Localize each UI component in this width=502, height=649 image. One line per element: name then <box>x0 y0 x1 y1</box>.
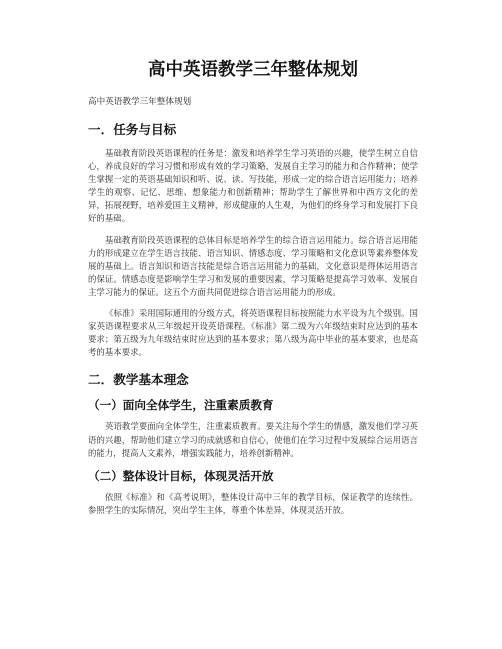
paragraph-overall-goal: 基础教育阶段英语课程的总体目标是培养学生的综合语言运用能力。综合语言运用能力的形成建立在学生语言技能、语言知识、情感态度、学习策略和文化意识等素养整体发展的基础上。语言知识和语言技能是综合语言运用能力的基础，文化意识是得体运用语言的保证。情感态度是影响学生学习和发展的重要因素，学习策略是提高学习效率、发展自主学习能力的保证。这五个方面共同促进综合语言运用能力的形成。 <box>88 234 418 297</box>
section-heading-tasks-goals: 一．任务与目标 <box>88 122 177 137</box>
subsection-heading-overall-design: （二）整体设计目标，体现灵活开放 <box>88 468 274 483</box>
paragraph-all-students: 英语教学要面向全体学生，注重素质教育。要关注每个学生的情感，激发他们学习英语的兴趣，帮助他们建立学习的成就感和自信心，使他们在学习过程中发展综合运用语言的能力，提高人文素养，增强实践能力，培养创新精神。 <box>88 421 418 458</box>
document-title: 高中英语教学三年整体规划 <box>148 60 358 80</box>
paragraph-standard-levels: 《标准》采用国际通用的分级方式，将英语课程目标按照能力水平设为九个级别。国家英语课程要求从三年级起开设英语课程。《标准》第二级为六年级结束时应达到的基本要求；第五级为九年级结束时应达到的基本要求；第八级为高中毕业的基本要求，也是高考的基本要求。 <box>88 308 418 358</box>
subsection-heading-all-students: （一）面向全体学生，注重素质教育 <box>88 398 274 413</box>
paragraph-overall-design: 依照《标准》和《高考说明》，整体设计高中三年的教学目标，保证教学的连续性。参照学生的实际情况，突出学生主体，尊重个体差异，体现灵活开放。 <box>88 491 418 515</box>
document-subtitle: 高中英语教学三年整体规划 <box>88 97 192 107</box>
section-heading-teaching-concepts: 二．教学基本理念 <box>88 372 189 388</box>
paragraph-course-tasks: 基础教育阶段英语课程的任务是：激发和培养学生学习英语的兴趣，使学生树立自信心，养成良好的学习习惯和形成有效的学习策略，发展自主学习的能力和合作精神；使学生掌握一定的英语基础知识和听、说、读、写技能，形成一定的综合语言运用能力；培养学生的观察、记忆、思维、想象能力和创新精神；帮助学生了解世界和中西方文化的差异，拓展视野，培养爱国主义精神，形成健康的人生观，为他们的终身学习和发展打下良好的基础。 <box>88 148 418 224</box>
